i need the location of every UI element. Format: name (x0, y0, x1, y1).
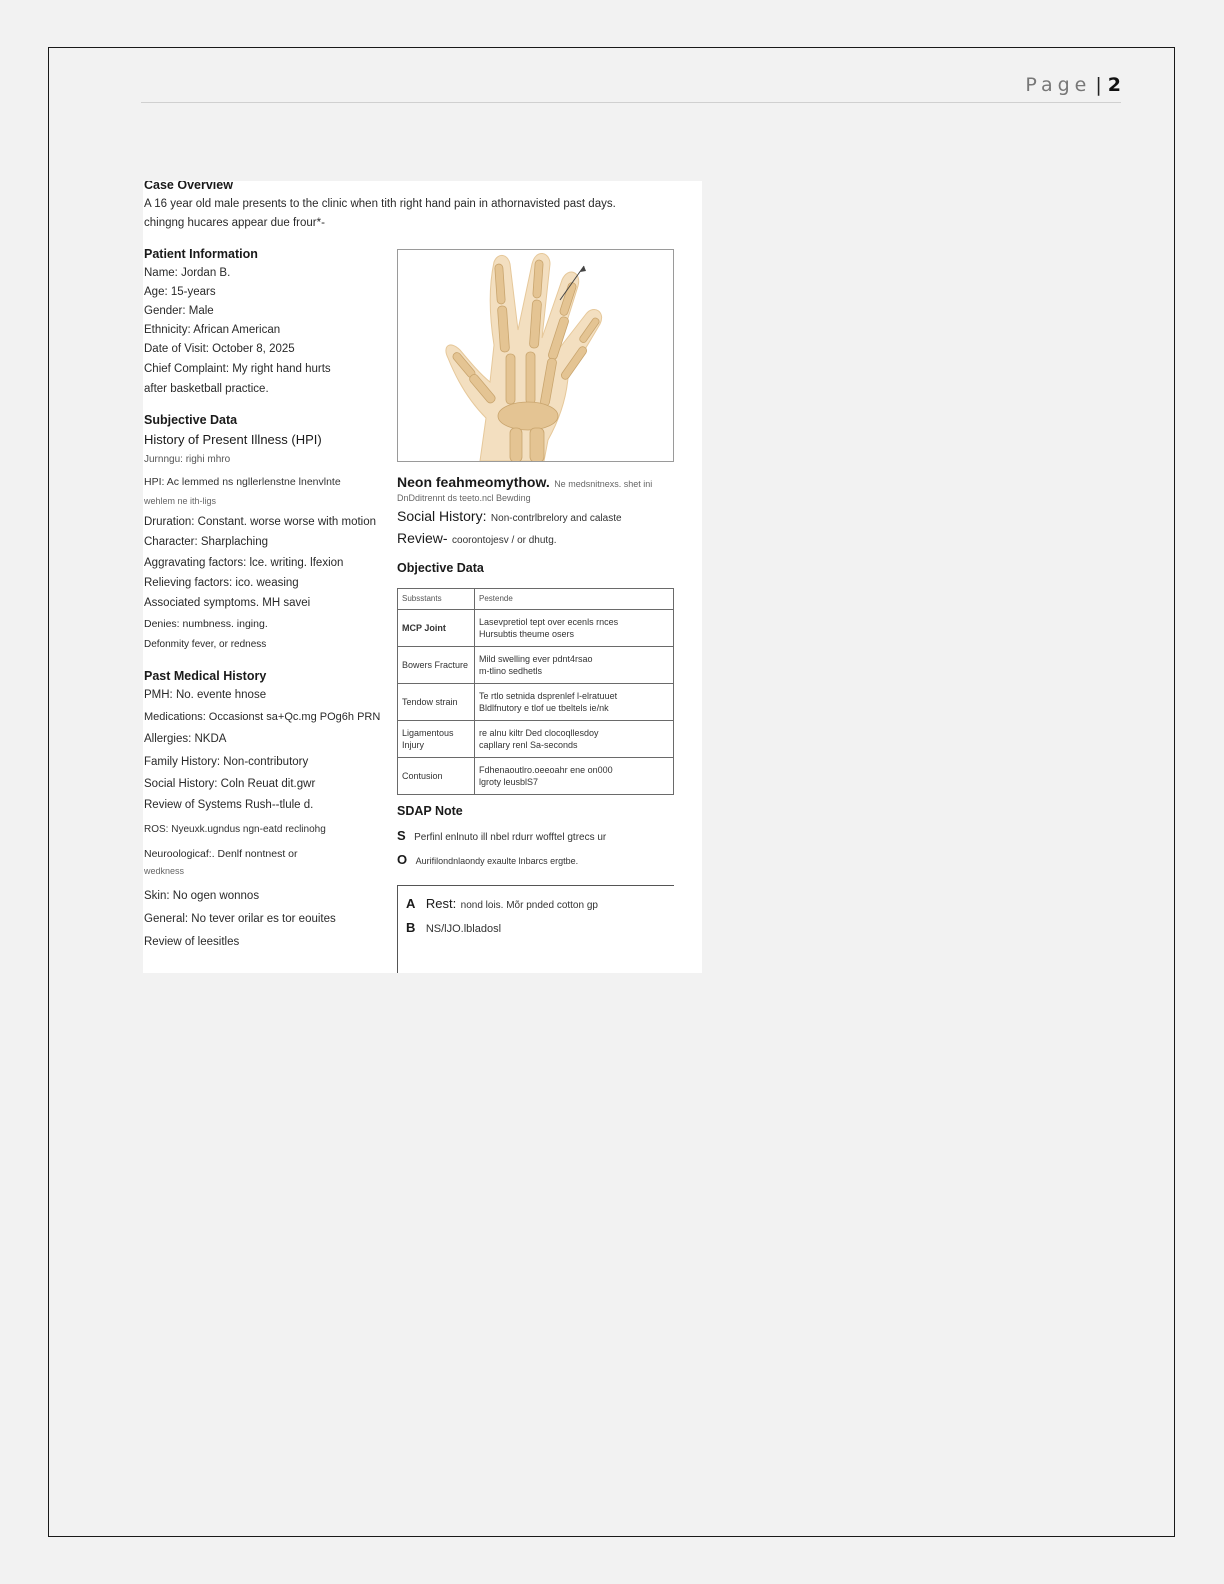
neon-heading (397, 474, 652, 492)
soap-o-text: Aurifilondnlaondy exaulte lnbarcs ergtbe. (415, 856, 579, 866)
right-review-value: coorontojesv / or dhutg. (452, 535, 557, 546)
table-row-value (475, 721, 674, 758)
patient-gender: Gender: Male (144, 305, 214, 317)
table-row-label: Bowers Fracture (398, 647, 475, 684)
right-social-history (397, 508, 622, 526)
table-row-value-line1: Fdhenaoutlro.oeeoahr ene on000 (479, 765, 613, 775)
right-social-label: Social History: (397, 508, 487, 524)
pmh-line: PMH: No. evente hnose (144, 689, 267, 701)
table-row-value (475, 758, 674, 795)
ros-line: ROS: Nyeuxk.ugndus ngn-eatd reclinohg (144, 824, 326, 835)
page-word: Page (1025, 74, 1092, 96)
pmh-title: Past Medical History (144, 669, 267, 683)
table-row (398, 647, 674, 684)
soap-a-line (406, 895, 598, 913)
patient-ethnicity: Ethnicity: African American (144, 324, 281, 336)
table-row-value-line1: Te rtlo setnida dsprenlef l-elratuuet (479, 691, 618, 701)
neon-title-rest: Ne medsnitnexs. shet ini (554, 479, 653, 489)
hpi-character: Character: Sharplaching (144, 536, 269, 548)
objective-table (397, 588, 674, 795)
page-number: 2 (1107, 74, 1121, 96)
ros-neuro-line1: Neuroologicaf:. Denlf nontnest or (144, 848, 298, 860)
hpi-line1: HPI: Ac lemmed ns ngllerlenstne lnenvlnte (144, 476, 341, 488)
table-row-value-line2: Hursubtis theume osers (479, 629, 575, 639)
soap-s-text: Perfinl enlnuto ill nbel rdurr wofftel gtrecs ur (414, 832, 607, 843)
table-row-value-line2: capllary renl Sa-seconds (479, 740, 578, 750)
hpi-denies: Denies: numbness. inging. (144, 618, 268, 630)
embedded-case-image (143, 181, 702, 973)
hpi-duration: Druration: Constant. worse worse with motion (144, 516, 377, 528)
neon-title: Neon feahmeomythow. (397, 474, 550, 490)
pmh-allergies: Allergies: NKDA (144, 733, 227, 745)
patient-visit-date: Date of Visit: October 8, 2025 (144, 343, 295, 355)
table-row (398, 721, 674, 758)
soap-b-letter: B (406, 920, 416, 935)
hand-illustration (398, 250, 673, 461)
right-review (397, 530, 557, 548)
hand-xray-figure (397, 249, 674, 462)
case-overview-line2: chingng hucares appear due frour*- (144, 217, 325, 229)
table-row-value-line2: m-tlino sedhetls (479, 666, 543, 676)
case-overview-line1: A 16 year old male presents to the clinic when tith right hand pain in athornavisted past days. (144, 198, 616, 210)
table-row-value-line2: lgroty leusblS7 (479, 777, 539, 787)
right-review-label: Review- (397, 530, 448, 546)
table-header-cell: Subsstants (398, 589, 475, 610)
chief-complaint-line1: Chief Complaint: My right hand hurts (144, 363, 331, 375)
chief-complaint-line2: after basketball practice. (144, 383, 269, 395)
hpi-subtitle: Jurnngu: righi mhro (144, 454, 231, 465)
patient-info-title: Patient Information (144, 247, 258, 261)
table-row-value-line1: re alnu kiltr Ded clocoqllesdoy (479, 728, 599, 738)
ros-neuro-line2: wedkness (144, 866, 185, 876)
objective-title: Objective Data (397, 561, 484, 575)
case-overview-title: Case Overview (144, 181, 233, 192)
hpi-associated: Associated symptoms. MH savei (144, 597, 311, 609)
table-row-value-line1: Mild swelling ever pdnt4rsao (479, 654, 593, 664)
soap-a-label: Rest: (425, 896, 457, 911)
pmh-medications: Medications: Occasionst sa+Qc.mg POg6h PRN (144, 711, 381, 723)
ros-review: Review of leesitles (144, 936, 240, 948)
hpi-relieving: Relieving factors: ico. weasing (144, 577, 299, 589)
table-row-label: Tendow strain (398, 684, 475, 721)
table-row-value (475, 647, 674, 684)
ros-general: General: No tever orilar es tor eouites (144, 913, 336, 925)
table-header-row (398, 589, 674, 610)
table-header-cell: Pestende (475, 589, 674, 610)
ros-title: Review of Systems Rush--tlule d. (144, 799, 314, 811)
soap-o-letter: O (397, 852, 408, 867)
table-row-label: Ligamentous Injury (398, 721, 475, 758)
page-number-label (1025, 74, 1121, 96)
table-row (398, 758, 674, 795)
soap-s-line (397, 827, 606, 845)
hpi-deformity: Defonmity fever, or redness (144, 639, 267, 650)
table-row-label: Contusion (398, 758, 475, 795)
patient-age: Age: 15-years (144, 286, 216, 298)
right-social-value: Non-contrlbrelory and calaste (490, 513, 622, 524)
ros-skin: Skin: No ogen wonnos (144, 890, 260, 902)
table-row-label: MCP Joint (398, 610, 475, 647)
table-row-value-line1: Lasevpretiol tept over ecenls rnces (479, 617, 619, 627)
table-row (398, 610, 674, 647)
table-row (398, 684, 674, 721)
table-row-value (475, 684, 674, 721)
subjective-title: Subjective Data (144, 413, 238, 427)
patient-name: Name: Jordan B. (144, 267, 231, 279)
hpi-line2: wehlem ne ith-ligs (144, 496, 217, 506)
neon-line2: DnDditrennt ds teeto.ncl Bewding (397, 493, 531, 503)
hpi-aggravating: Aggravating factors: lce. writing. lfexion (144, 557, 344, 569)
soap-o-line (397, 851, 578, 869)
soap-s-letter: S (397, 828, 406, 843)
soap-ab-box (397, 885, 674, 973)
pmh-social: Social History: Coln Reuat dit.gwr (144, 778, 316, 790)
soap-b-text: NS/lJO.lbladosl (425, 923, 502, 935)
page-header (141, 72, 1121, 103)
soap-title: SDAP Note (397, 804, 463, 818)
table-row-value (475, 610, 674, 647)
soap-a-letter: A (406, 896, 416, 911)
soap-a-text: nond lois. Mõr pnded cotton gp (460, 900, 598, 911)
soap-b-line (406, 919, 501, 937)
pmh-family: Family History: Non-contributory (144, 756, 309, 768)
page-separator: | (1095, 74, 1102, 96)
hpi-title: History of Present Illness (HPI) (144, 432, 322, 447)
table-row-value-line2: Bldlfnutory e tlof ue tbeltels ie/nk (479, 703, 609, 713)
